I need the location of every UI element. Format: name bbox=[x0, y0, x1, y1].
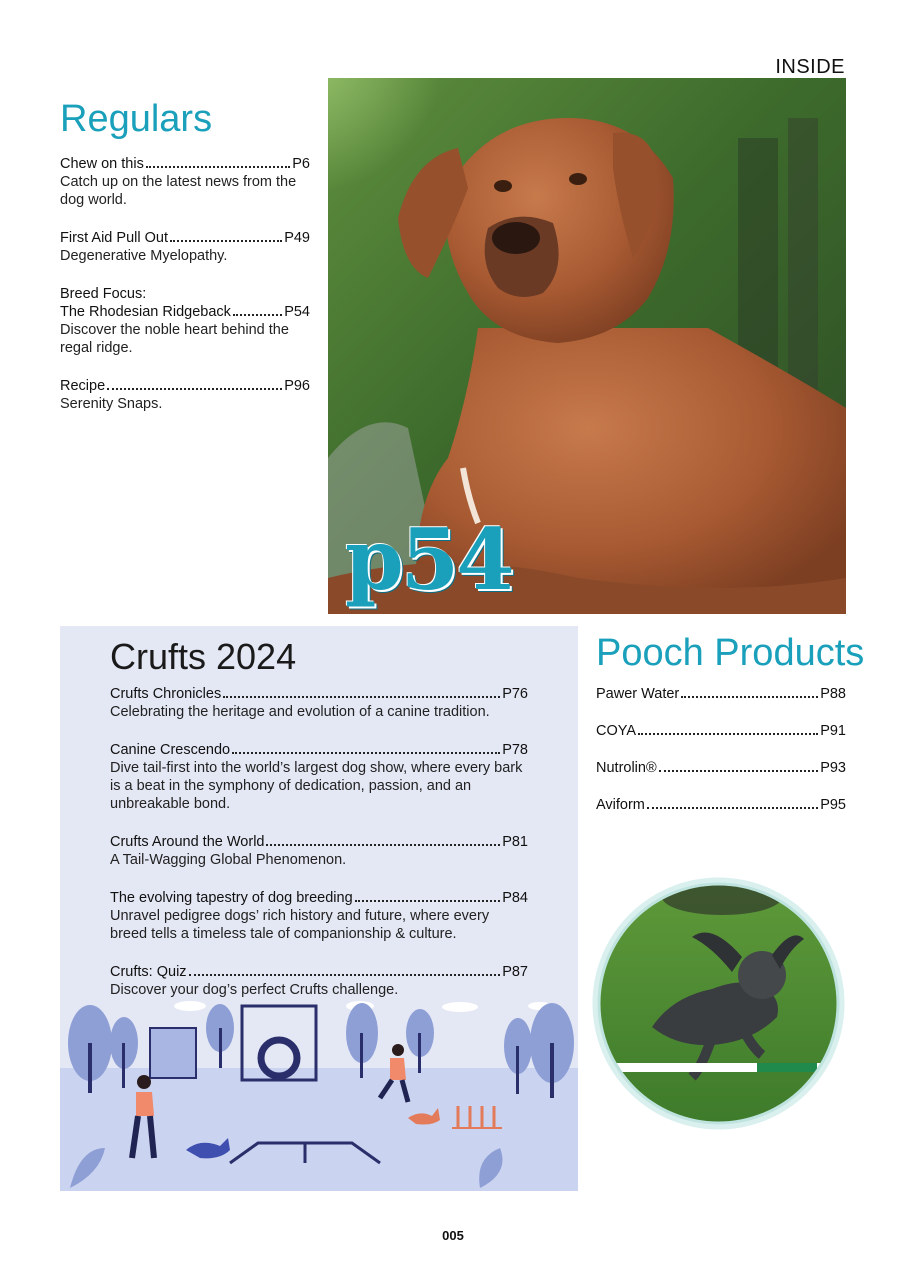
toc-entry[interactable] bbox=[110, 963, 528, 999]
leader-dots bbox=[638, 733, 818, 735]
toc-page: P84 bbox=[502, 890, 528, 906]
toc-description: Discover your dog’s perfect Crufts challenge. bbox=[110, 982, 399, 998]
toc-entry[interactable] bbox=[596, 685, 846, 703]
toc-entry[interactable] bbox=[60, 377, 310, 413]
leader-dots bbox=[107, 388, 282, 390]
toc-entry[interactable] bbox=[110, 741, 528, 813]
leader-dots bbox=[355, 900, 501, 902]
leader-dots bbox=[223, 696, 500, 698]
leader-dots bbox=[232, 752, 500, 754]
toc-title: The Rhodesian Ridgeback bbox=[60, 304, 231, 320]
toc-description: Dive tail-first into the world’s largest dog show, where every bark is a beat in the symphony of dedication, passion, and an unbreakable bond. bbox=[110, 760, 523, 812]
section-label: INSIDE bbox=[775, 56, 845, 78]
toc-description: Degenerative Myelopathy. bbox=[60, 248, 228, 264]
toc-title: The evolving tapestry of dog breeding bbox=[110, 890, 353, 906]
leader-dots bbox=[266, 844, 500, 846]
toc-entry[interactable] bbox=[596, 722, 846, 740]
leader-dots bbox=[681, 696, 818, 698]
toc-kicker: Breed Focus: bbox=[60, 286, 147, 302]
toc-description: Discover the noble heart behind the regal ridge. bbox=[60, 322, 289, 356]
toc-description: Serenity Snaps. bbox=[60, 396, 163, 412]
toc-entry[interactable] bbox=[110, 833, 528, 869]
toc-title: Canine Crescendo bbox=[110, 742, 231, 758]
toc-entry[interactable] bbox=[60, 285, 310, 357]
toc-page: P6 bbox=[292, 156, 310, 172]
leader-dots bbox=[647, 807, 818, 809]
crufts-list bbox=[110, 685, 528, 1019]
leader-dots bbox=[659, 770, 819, 772]
toc-page: P93 bbox=[820, 760, 846, 776]
toc-title: Recipe bbox=[60, 378, 106, 394]
regulars-list bbox=[60, 155, 310, 433]
toc-page: P81 bbox=[502, 834, 528, 850]
toc-description: Celebrating the heritage and evolution of a canine tradition. bbox=[110, 704, 490, 720]
toc-entry[interactable] bbox=[596, 796, 846, 814]
toc-page: P91 bbox=[820, 723, 846, 739]
leader-dots bbox=[170, 240, 282, 242]
page-callout: p54 bbox=[345, 510, 512, 609]
toc-title: Aviform bbox=[596, 797, 645, 813]
pooch-products-title: Pooch Products bbox=[596, 632, 865, 674]
agility-dog-photo[interactable] bbox=[592, 877, 845, 1130]
toc-title: First Aid Pull Out bbox=[60, 230, 168, 246]
toc-page: P96 bbox=[284, 378, 310, 394]
toc-entry[interactable] bbox=[110, 889, 528, 943]
toc-title: Chew on this bbox=[60, 156, 144, 172]
toc-title: Nutrolin® bbox=[596, 760, 657, 776]
toc-title: Pawer Water bbox=[596, 686, 680, 702]
toc-entry[interactable] bbox=[60, 155, 310, 209]
page-number: 005 bbox=[442, 1228, 464, 1243]
toc-entry[interactable] bbox=[60, 229, 310, 265]
toc-title: Crufts Around the World bbox=[110, 834, 265, 850]
toc-title: Crufts Chronicles bbox=[110, 686, 222, 702]
toc-title: COYA bbox=[596, 723, 637, 739]
regulars-title: Regulars bbox=[60, 98, 213, 140]
toc-entry[interactable] bbox=[596, 759, 846, 777]
crufts-illustration bbox=[60, 998, 578, 1191]
toc-page: P78 bbox=[502, 742, 528, 758]
toc-title: Crufts: Quiz bbox=[110, 964, 187, 980]
leader-dots bbox=[189, 974, 501, 976]
toc-description: Catch up on the latest news from the dog world. bbox=[60, 174, 297, 208]
toc-page: P95 bbox=[820, 797, 846, 813]
leader-dots bbox=[233, 314, 282, 316]
toc-page: P87 bbox=[502, 964, 528, 980]
crufts-title: Crufts 2024 bbox=[110, 636, 297, 677]
toc-page: P76 bbox=[502, 686, 528, 702]
toc-description: Unravel pedigree dogs’ rich history and future, where every breed tells a timeless tale of companionship & culture. bbox=[110, 908, 490, 942]
toc-page: P88 bbox=[820, 686, 846, 702]
leader-dots bbox=[146, 166, 290, 168]
pooch-products-list bbox=[596, 685, 846, 833]
toc-description: A Tail-Wagging Global Phenomenon. bbox=[110, 852, 347, 868]
agility-dog-image bbox=[592, 877, 845, 1130]
toc-page: P49 bbox=[284, 230, 310, 246]
toc-entry[interactable] bbox=[110, 685, 528, 721]
toc-page: P54 bbox=[284, 304, 310, 320]
